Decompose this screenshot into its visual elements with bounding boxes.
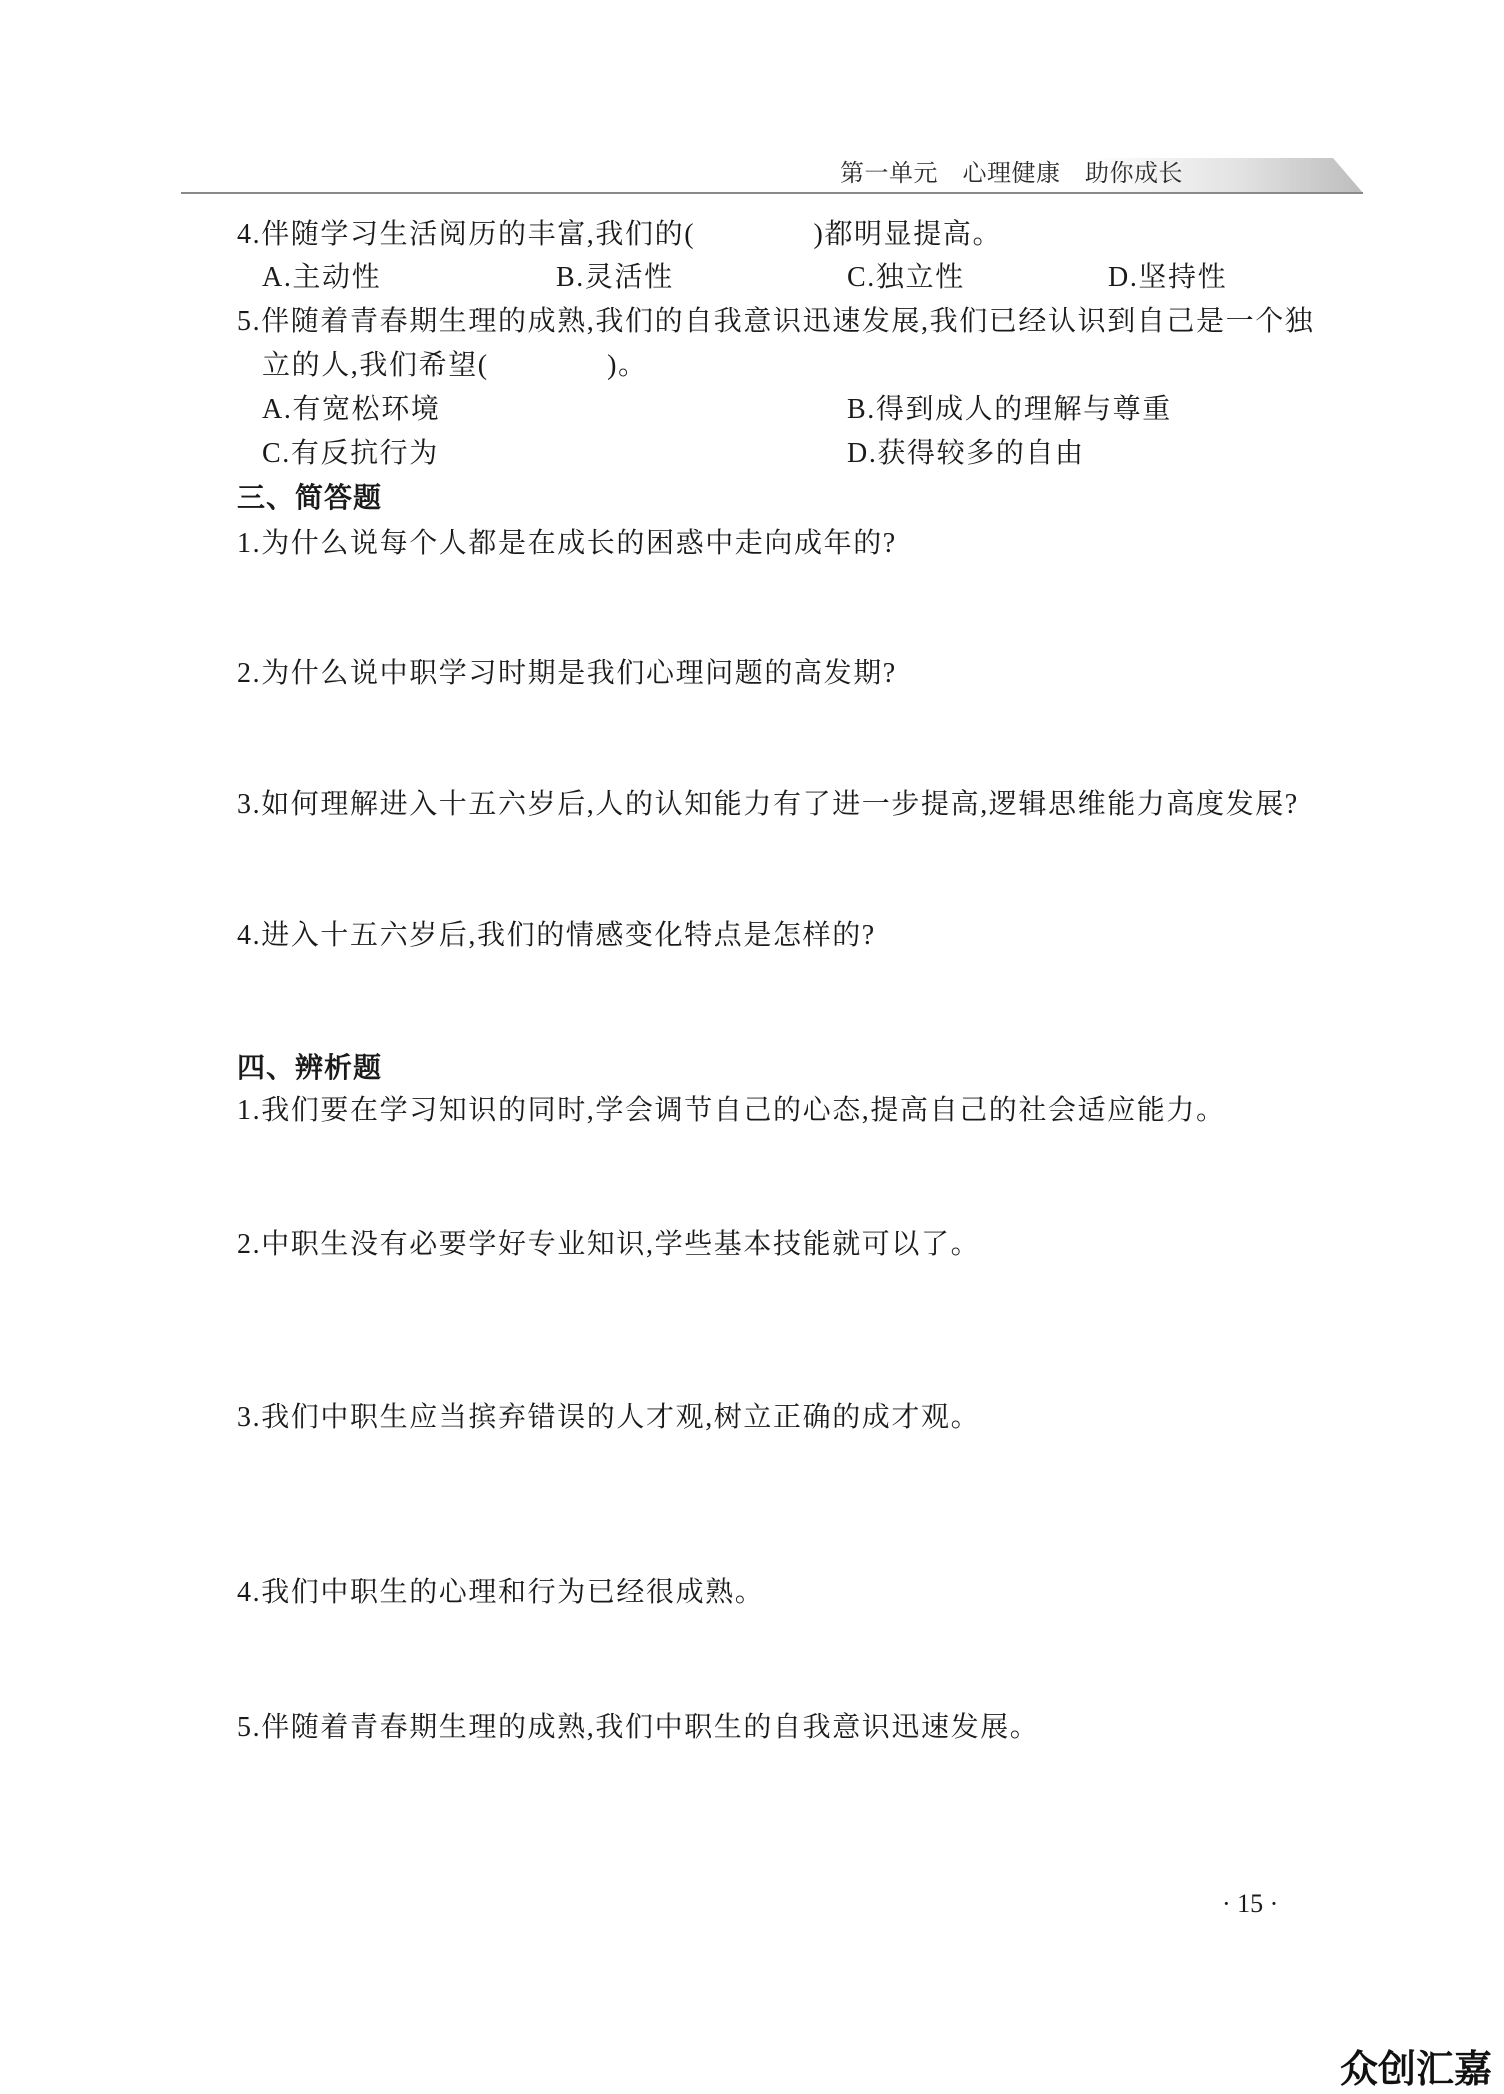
question-4-option-d: D.坚持性: [1108, 262, 1228, 293]
question-5-option-a: A.有宽松环境: [262, 394, 441, 425]
section-heading-analysis: 四、辨析题: [237, 1052, 383, 1083]
short-answer-question-4: 4.进入十五六岁后,我们的情感变化特点是怎样的?: [237, 920, 876, 951]
question-5-stem-line-1: 5.伴随着青春期生理的成熟,我们的自我意识迅速发展,我们已经认识到自己是一个独: [237, 306, 1315, 337]
question-4-option-a: A.主动性: [262, 262, 382, 293]
question-4-stem: 4.伴随学习生活阅历的丰富,我们的( )都明显提高。: [237, 219, 1003, 250]
analysis-question-4: 4.我们中职生的心理和行为已经很成熟。: [237, 1577, 765, 1608]
watermark-logo-text: 众创汇嘉: [1340, 2049, 1493, 2091]
question-5-option-c: C.有反抗行为: [262, 438, 439, 469]
header-rule: [181, 192, 1363, 194]
short-answer-question-1: 1.为什么说每个人都是在成长的困惑中走向成年的?: [237, 528, 897, 559]
question-4-option-c: C.独立性: [847, 262, 965, 293]
section-heading-short-answer: 三、简答题: [237, 482, 383, 513]
running-header-title: 第一单元 心理健康 助你成长: [840, 160, 1183, 187]
short-answer-question-3: 3.如何理解进入十五六岁后,人的认知能力有了进一步提高,逻辑思维能力高度发展?: [237, 789, 1299, 820]
analysis-question-5: 5.伴随着青春期生理的成熟,我们中职生的自我意识迅速发展。: [237, 1712, 1040, 1743]
question-5-option-d: D.获得较多的自由: [847, 438, 1085, 469]
analysis-question-1: 1.我们要在学习知识的同时,学会调节自己的心态,提高自己的社会适应能力。: [237, 1095, 1226, 1126]
running-header-art: [0, 0, 1504, 220]
question-5-stem-line-2: 立的人,我们希望( )。: [262, 350, 648, 381]
question-4-option-b: B.灵活性: [556, 262, 674, 293]
analysis-question-3: 3.我们中职生应当摈弃错误的人才观,树立正确的成才观。: [237, 1402, 981, 1433]
page-number: · 15 ·: [1222, 1889, 1279, 1918]
analysis-question-2: 2.中职生没有必要学好专业知识,学些基本技能就可以了。: [237, 1229, 981, 1260]
question-5-option-b: B.得到成人的理解与尊重: [847, 394, 1172, 425]
short-answer-question-2: 2.为什么说中职学习时期是我们心理问题的高发期?: [237, 658, 897, 689]
